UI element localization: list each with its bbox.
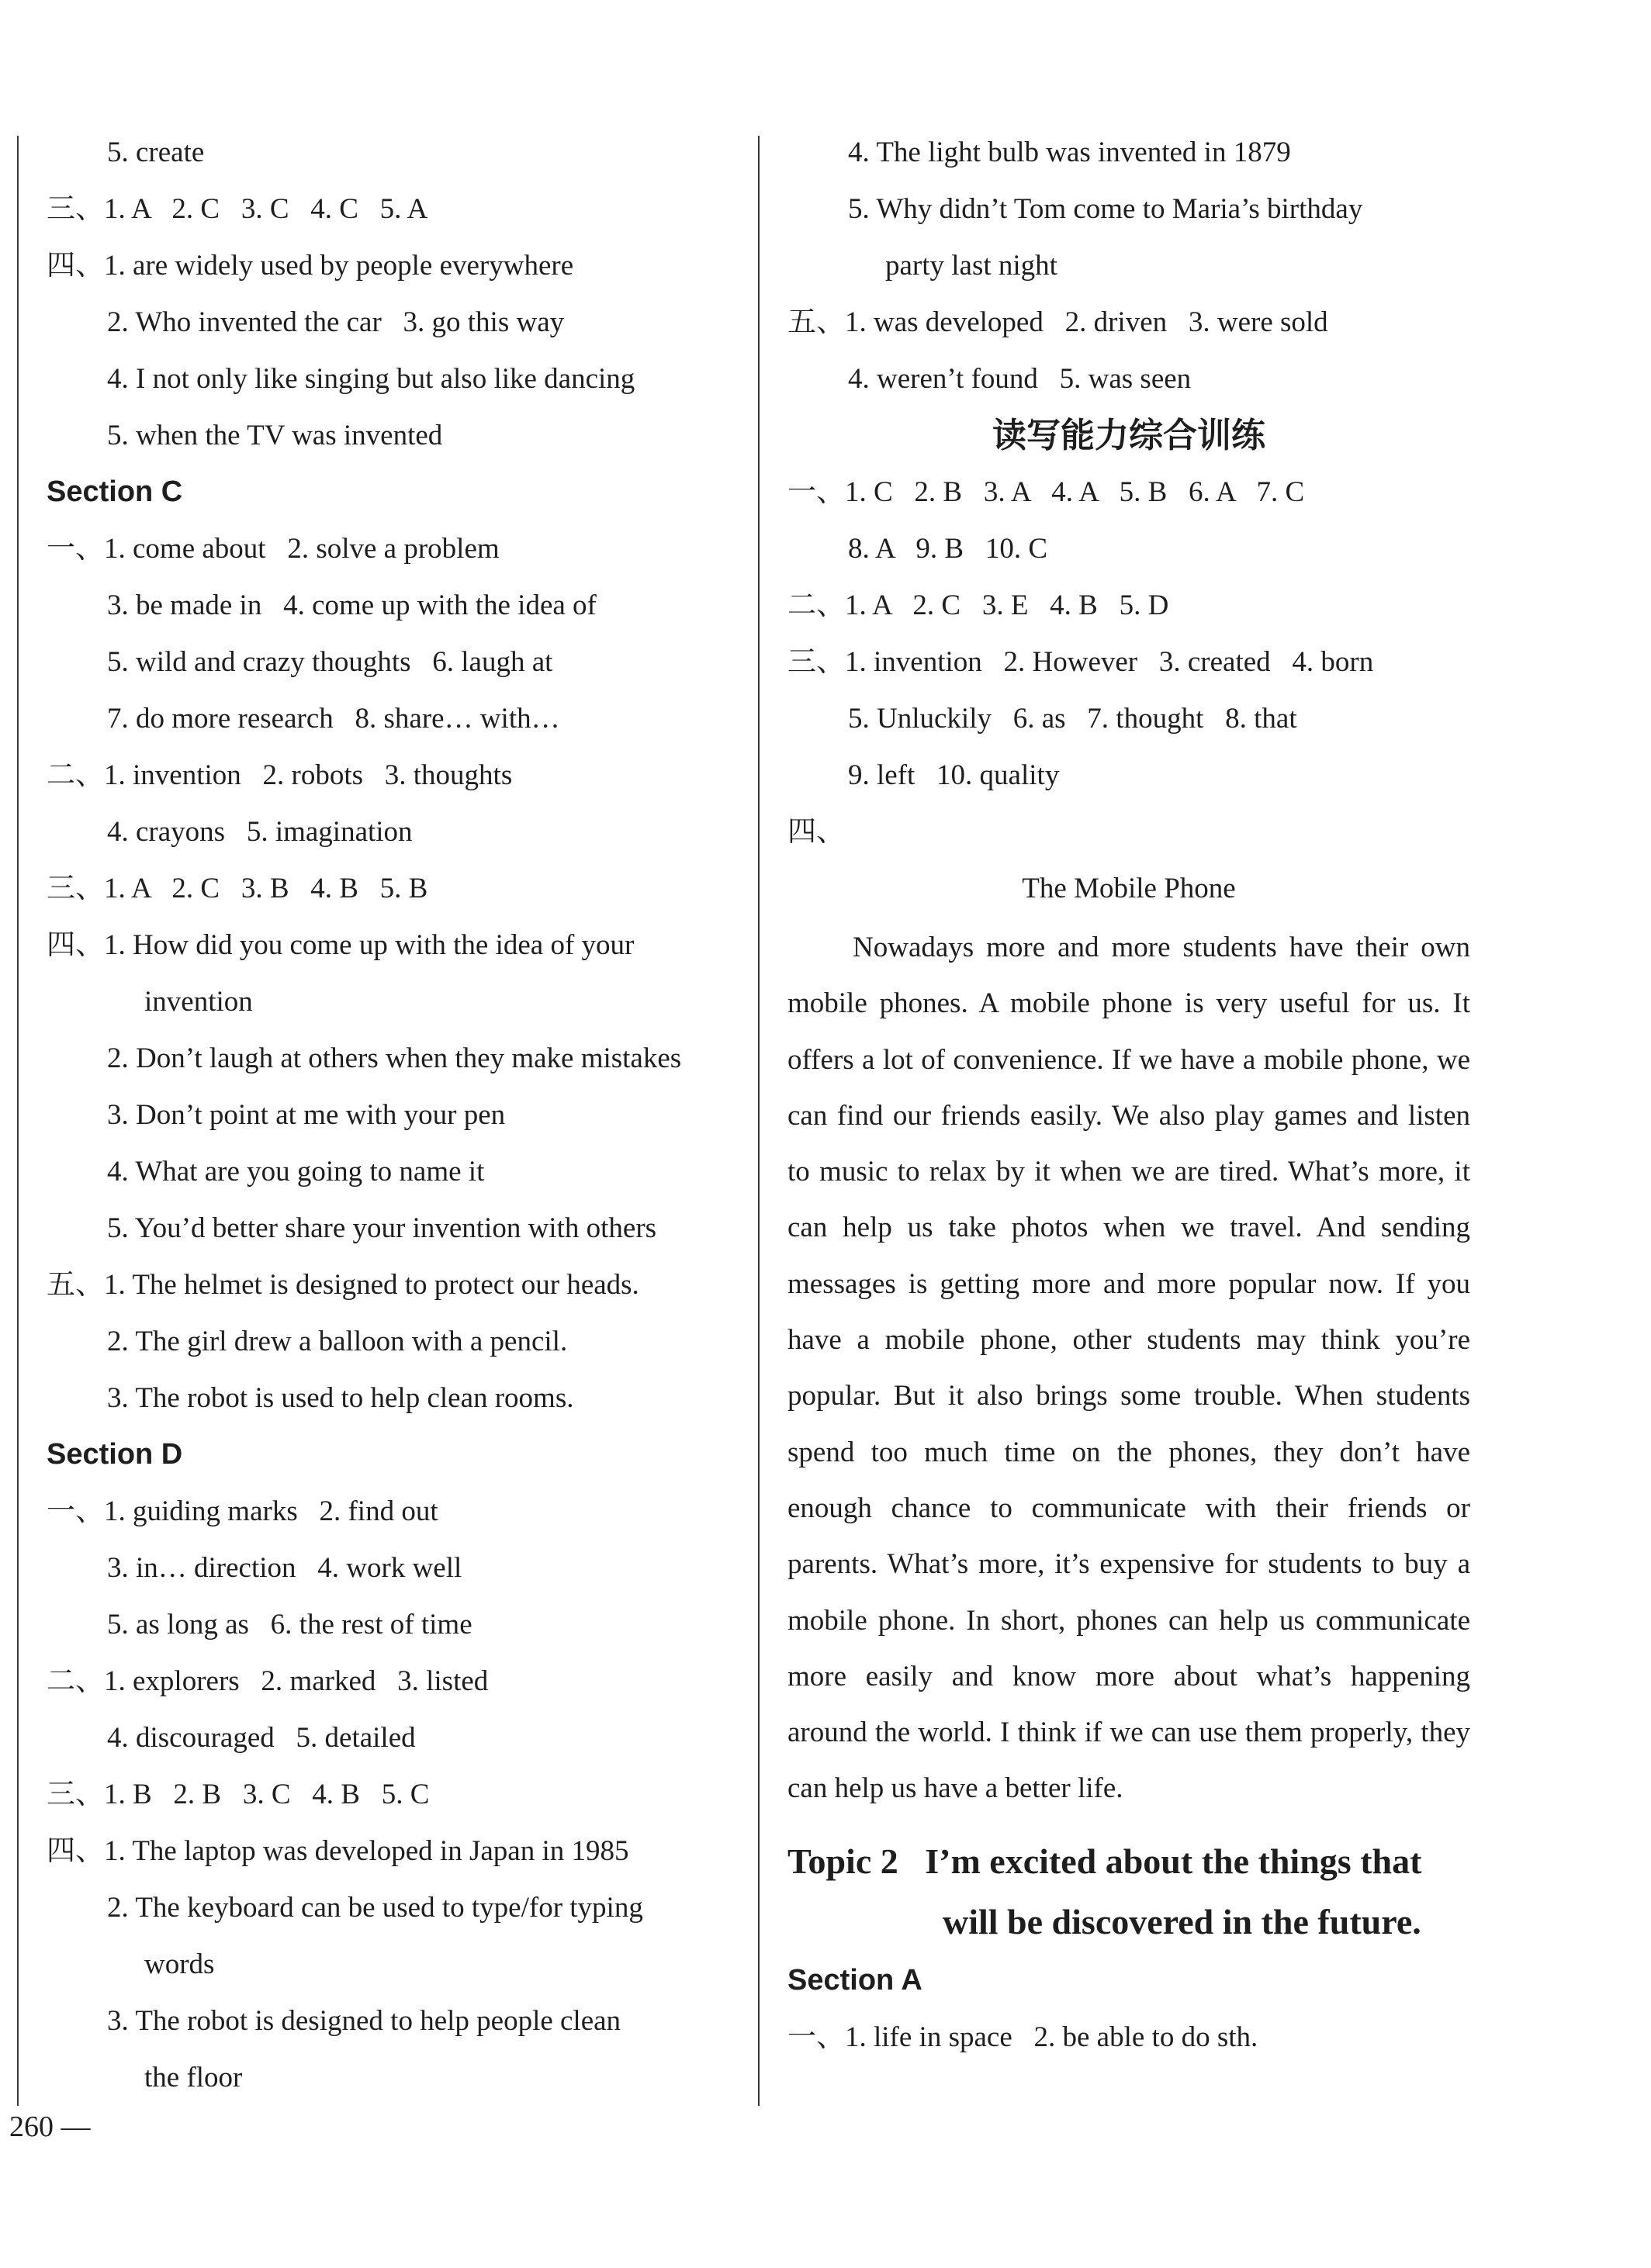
answer-line	[787, 520, 1470, 577]
answer-line	[47, 1596, 745, 1653]
answer-line	[47, 237, 745, 294]
answer-line	[787, 804, 1470, 860]
answer-text: 4. weren’t found 5. was seen	[848, 363, 1192, 395]
answer-text: 1. invention 2. However 3. created 4. born	[845, 646, 1374, 678]
answer-text: 1. invention 2. robots 3. thoughts	[104, 759, 513, 791]
answer-text: 4. The light bulb was invented in 1879	[848, 137, 1291, 168]
answer-text: 5. Why didn’t Tom come to Maria’s birthday	[848, 193, 1363, 225]
question-label: 三、	[47, 1779, 104, 1810]
section-heading-text: Section D	[47, 1438, 183, 1471]
answer-text: 1. life in space 2. be able to do sth.	[845, 2021, 1258, 2053]
answer-line	[787, 577, 1470, 634]
answer-text: 7. do more research 8. share… with…	[107, 703, 560, 735]
answer-text: 9. left 10. quality	[848, 759, 1060, 791]
answer-text: 1. explorers 2. marked 3. listed	[104, 1665, 489, 1697]
answer-text: party last night	[885, 250, 1057, 282]
topic-heading	[787, 1831, 1470, 1952]
answer-text: 4. I not only like singing but also like dancing	[107, 363, 635, 395]
answer-line	[47, 634, 745, 690]
answer-line	[47, 577, 745, 634]
answer-line	[47, 1483, 745, 1540]
answer-line	[787, 634, 1470, 690]
question-label: 一、	[47, 533, 104, 565]
answer-line	[47, 1710, 745, 1766]
answer-text: 3. Don’t point at me with your pen	[107, 1099, 506, 1131]
question-label: 四、	[787, 816, 845, 848]
answer-line	[47, 2049, 745, 2106]
answer-line	[47, 747, 745, 804]
answer-text: the floor	[144, 2062, 243, 2093]
answer-line	[787, 237, 1470, 294]
answer-line	[47, 1993, 745, 2049]
answer-text: 5. create	[107, 137, 205, 168]
answer-text: 2. The girl drew a balloon with a pencil.	[107, 1326, 568, 1357]
answer-line	[47, 1370, 745, 1426]
answer-line	[47, 1653, 745, 1710]
page-number: 260 —	[9, 2111, 91, 2143]
answer-line	[47, 1200, 745, 1257]
answer-text: 5. You’d better share your invention with others	[107, 1212, 657, 1244]
question-label: 三、	[47, 193, 104, 225]
answer-line	[47, 351, 745, 407]
answer-text: 1. come about 2. solve a problem	[104, 533, 500, 565]
answer-line	[787, 2009, 1470, 2066]
answer-line	[787, 690, 1470, 747]
answer-line	[47, 294, 745, 351]
answer-text: 8. A 9. B 10. C	[848, 533, 1047, 565]
left-column	[47, 124, 745, 2106]
answer-text: 1. How did you come up with the idea of your	[104, 929, 635, 961]
section-title: 读写能力综合训练	[992, 416, 1265, 455]
answer-text: words	[144, 1948, 215, 1980]
answer-line	[47, 1313, 745, 1370]
question-label: 一、	[47, 1495, 104, 1527]
column-divider	[758, 136, 760, 2106]
answer-text: 4. What are you going to name it	[107, 1156, 485, 1188]
topic-label: Topic 2	[787, 1841, 898, 1881]
answer-text: 1. A 2. C 3. E 4. B 5. D	[845, 589, 1169, 621]
question-label: 一、	[787, 476, 845, 508]
answer-line	[47, 1143, 745, 1200]
answer-text: 3. The robot is designed to help people clean	[107, 2005, 621, 2037]
answer-line	[47, 1879, 745, 1936]
answer-line	[47, 1766, 745, 1823]
right-column	[787, 124, 1470, 2066]
answer-text: 1. The helmet is designed to protect our heads.	[104, 1269, 639, 1301]
answer-text: 5. when the TV was invented	[107, 420, 443, 451]
answer-line	[47, 804, 745, 860]
answer-line	[787, 124, 1470, 181]
question-label: 四、	[47, 250, 104, 282]
answer-text: 5. wild and crazy thoughts 6. laugh at	[107, 646, 553, 678]
answer-line	[47, 124, 745, 181]
answer-line	[47, 917, 745, 973]
answer-text: 3. in… direction 4. work well	[107, 1552, 462, 1584]
section-heading	[47, 464, 745, 520]
answer-text: 1. are widely used by people everywhere	[104, 250, 574, 282]
answer-text: 1. was developed 2. driven 3. were sold	[845, 306, 1328, 338]
answer-line	[47, 1540, 745, 1596]
answer-line	[47, 1936, 745, 1993]
left-margin-rule	[17, 136, 19, 2106]
topic-line-2: will be discovered in the future.	[943, 1901, 1421, 1941]
answer-text: invention	[144, 986, 253, 1018]
answer-text: 2. The keyboard can be used to type/for typing	[107, 1892, 643, 1924]
answer-text: 5. as long as 6. the rest of time	[107, 1609, 472, 1640]
answer-line	[47, 1030, 745, 1087]
answer-text: 1. guiding marks 2. find out	[104, 1495, 438, 1527]
answer-line	[787, 294, 1470, 351]
question-label: 二、	[787, 589, 845, 621]
answer-line	[47, 1087, 745, 1143]
section-heading: Section A	[787, 1963, 922, 1997]
answer-line	[787, 747, 1470, 804]
answer-text: 3. be made in 4. come up with the idea of	[107, 589, 597, 621]
answer-text: 1. A 2. C 3. B 4. B 5. B	[104, 873, 428, 904]
question-label: 三、	[47, 873, 104, 904]
question-label: 四、	[47, 1835, 104, 1867]
answer-line	[47, 1257, 745, 1313]
answer-line	[47, 407, 745, 464]
question-label: 四、	[47, 929, 104, 961]
question-label: 二、	[47, 1665, 104, 1697]
answer-text: 1. C 2. B 3. A 4. A 5. B 6. A 7. C	[845, 476, 1305, 508]
question-label: 二、	[47, 759, 104, 791]
answer-text: 1. B 2. B 3. C 4. B 5. C	[104, 1779, 430, 1810]
answer-text: 2. Who invented the car 3. go this way	[107, 306, 565, 338]
answer-text: 1. A 2. C 3. C 4. C 5. A	[104, 193, 428, 225]
answer-text: 4. crayons 5. imagination	[107, 816, 413, 848]
question-label: 一、	[787, 2021, 845, 2053]
answer-line	[47, 860, 745, 917]
answer-text: 1. The laptop was developed in Japan in 1985	[104, 1835, 629, 1867]
answer-line	[47, 690, 745, 747]
answer-line	[47, 973, 745, 1030]
answer-text: 4. discouraged 5. detailed	[107, 1722, 416, 1754]
section-heading-text: Section C	[47, 475, 183, 508]
answer-line	[47, 520, 745, 577]
topic-line-1: I’m excited about the things that	[925, 1841, 1422, 1881]
answer-line	[47, 181, 745, 237]
answer-text: 3. The robot is used to help clean rooms.	[107, 1382, 574, 1414]
answer-text: 5. Unluckily 6. as 7. thought 8. that	[848, 703, 1297, 735]
question-label: 三、	[787, 646, 845, 678]
answer-text: 2. Don’t laugh at others when they make mistakes	[107, 1042, 682, 1074]
passage-title: The Mobile Phone	[1022, 873, 1236, 904]
section-heading	[47, 1426, 745, 1483]
question-label: 五、	[47, 1269, 104, 1301]
answer-line	[787, 181, 1470, 237]
answer-line	[47, 1823, 745, 1879]
passage-text: Nowadays more and more students have their own mobile phones. A mobile phone is very useful for us. It offers a lot of convenience. If we have a mobile phone, we can find our friends easily. We also play games and listen to music to relax by it when we are tired. What’s more, it can help us take photos when we travel. And sending messages is getting more and more popular now. If you have a mobile phone, other students may think you’re popular. But it also brings some trouble. When students spend too much time on the phones, they don’t have enough chance to communicate with their friends or parents. What’s more, it’s expensive for students to buy a mobile phone. In short, phones can help us communicate more easily and know more about what’s happening around the world. I think if we can use them properly, they can help us have a better life.	[787, 932, 1470, 1805]
question-label: 五、	[787, 306, 845, 338]
answer-line	[787, 464, 1470, 520]
answer-line	[787, 351, 1470, 407]
